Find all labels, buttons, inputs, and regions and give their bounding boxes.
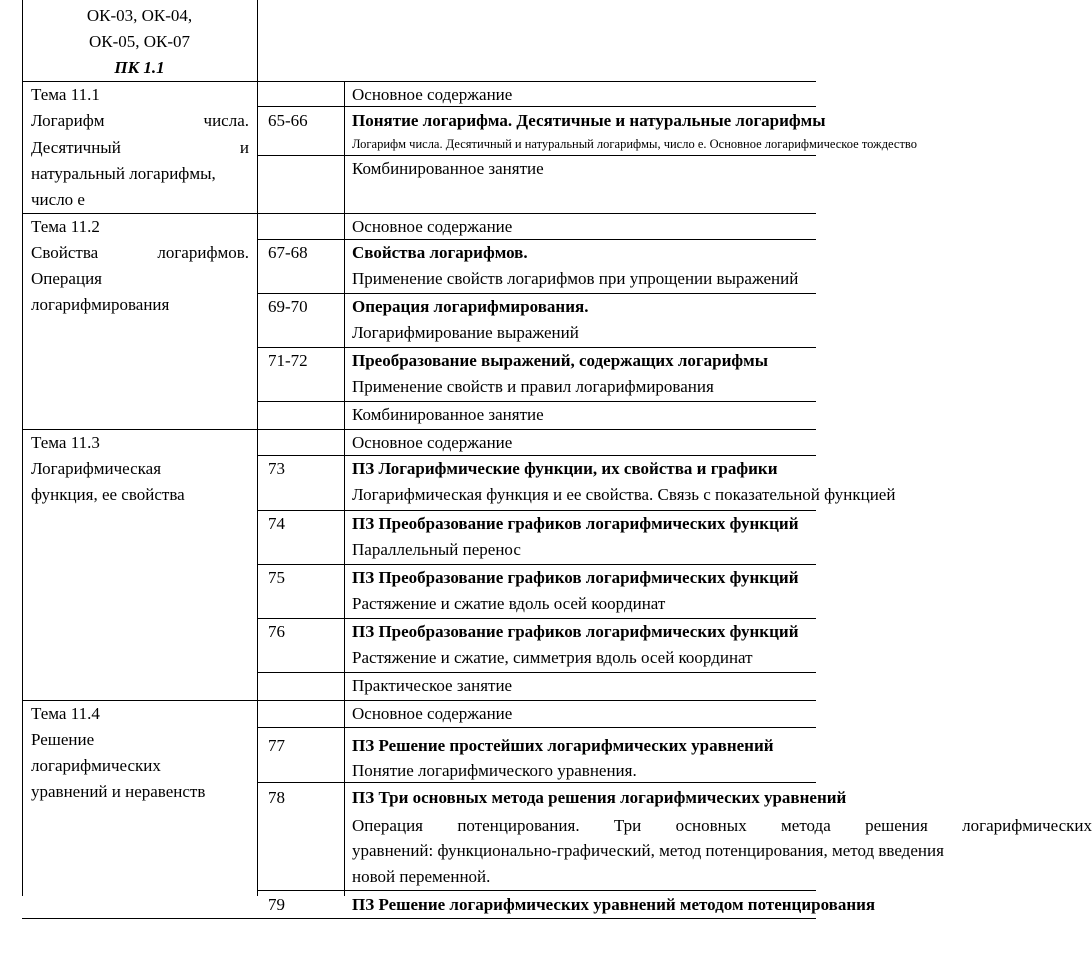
- lesson-number: 69-70: [268, 297, 308, 316]
- topic-name-line: [31, 135, 249, 161]
- row-divider: [257, 239, 816, 240]
- lesson-type: Комбинированное занятие: [352, 405, 544, 424]
- table-divider-topic: [257, 0, 258, 896]
- topic-name-line: логарифмирования: [31, 295, 170, 314]
- table-border-bottom: [22, 918, 816, 919]
- row-divider: [257, 727, 816, 728]
- lesson-number: 77: [268, 736, 285, 755]
- lesson-number: 79: [268, 895, 285, 914]
- topic-name-word: числа.: [203, 111, 249, 130]
- lesson-number: 71-72: [268, 351, 308, 370]
- lesson-type: Комбинированное занятие: [352, 159, 544, 178]
- row-divider: [257, 890, 816, 891]
- topic-name-line: уравнений и неравенств: [31, 782, 206, 801]
- topic-title: Тема 11.1: [31, 85, 100, 104]
- lesson-title: ПЗ Преобразование графиков логарифмических функций: [352, 622, 799, 641]
- topic-name-line: Логарифмическая: [31, 459, 162, 478]
- lesson-title: Понятие логарифма. Десятичные и натуральные логарифмы: [352, 111, 826, 130]
- topic-name-line: натуральный логарифмы,: [31, 164, 216, 183]
- topic-name-line: [31, 108, 249, 134]
- content-header: Основное содержание: [352, 704, 513, 723]
- lesson-type: Практическое занятие: [352, 676, 513, 695]
- professional-competence: ПК 1.1: [114, 58, 165, 77]
- row-divider: [257, 106, 816, 107]
- lesson-number: 67-68: [268, 243, 308, 262]
- lesson-detail: Логарифмирование выражений: [352, 323, 579, 342]
- lesson-title: ПЗ Решение простейших логарифмических уравнений: [352, 736, 774, 755]
- lesson-detail: Логарифмическая функция и ее свойства. Связь с показательной функцией: [352, 485, 896, 504]
- lesson-detail-word: решения: [865, 816, 928, 835]
- lesson-detail-word: метода: [781, 816, 831, 835]
- lesson-number: 73: [268, 459, 285, 478]
- lesson-detail: Понятие логарифмического уравнения.: [352, 761, 637, 780]
- content-header: Основное содержание: [352, 217, 513, 236]
- lesson-title: Операция логарифмирования.: [352, 297, 589, 316]
- competence-line-1: ОК-03, ОК-04,: [86, 6, 193, 25]
- lesson-title: ПЗ Три основных метода решения логарифмических уравнений: [352, 788, 847, 807]
- topic-title: Тема 11.2: [31, 217, 100, 236]
- table-border-left: [22, 0, 23, 896]
- lesson-number: 78: [268, 788, 285, 807]
- lesson-detail-line: новой переменной.: [352, 867, 491, 886]
- topic-title: Тема 11.4: [31, 704, 100, 723]
- lesson-detail-line: [352, 813, 1092, 839]
- lesson-number: 74: [268, 514, 285, 533]
- topic-name-line: число е: [31, 190, 85, 209]
- lesson-title: Преобразование выражений, содержащих логарифмы: [352, 351, 768, 370]
- lesson-detail-line: уравнений: функционально-графический, метод потенцирования, метод введения: [352, 841, 944, 860]
- topic-name-word: логарифмов.: [157, 243, 249, 262]
- lesson-detail-word: логарифмических: [962, 816, 1092, 835]
- row-divider: [257, 672, 816, 673]
- lesson-number: 76: [268, 622, 285, 641]
- lesson-title: ПЗ Логарифмические функции, их свойства и графики: [352, 459, 778, 478]
- lesson-number: 65-66: [268, 111, 308, 130]
- topic-name-line: Операция: [31, 269, 102, 288]
- content-header: Основное содержание: [352, 433, 513, 452]
- table-divider-number: [344, 82, 345, 896]
- lesson-detail: Применение свойств логарифмов при упрощении выражений: [352, 269, 799, 288]
- lesson-number: 75: [268, 568, 285, 587]
- topic-name-word: и: [239, 138, 249, 157]
- lesson-detail: Параллельный перенос: [352, 540, 521, 559]
- lesson-detail: Применение свойств и правил логарифмирования: [352, 377, 714, 396]
- topic-name-line: Решение: [31, 730, 95, 749]
- lesson-detail-word: Операция: [352, 816, 423, 835]
- topic-title: Тема 11.3: [31, 433, 100, 452]
- lesson-detail-word: основных: [675, 816, 747, 835]
- lesson-title: ПЗ Преобразование графиков логарифмических функций: [352, 514, 799, 533]
- competence-line-2: ОК-05, ОК-07: [88, 32, 191, 51]
- topic-name-word: Десятичный: [31, 138, 121, 157]
- lesson-detail: Логарифм числа. Десятичный и натуральный логарифмы, число е. Основное логарифмическое тождество: [352, 137, 917, 151]
- topic-name-line: логарифмических: [31, 756, 161, 775]
- lesson-title: ПЗ Преобразование графиков логарифмических функций: [352, 568, 799, 587]
- lesson-title: Свойства логарифмов.: [352, 243, 528, 262]
- lesson-detail-word: потенцирования.: [457, 816, 580, 835]
- topic-name-word: Логарифм: [31, 111, 105, 130]
- topic-name-line: [31, 240, 249, 266]
- lesson-detail: Растяжение и сжатие вдоль осей координат: [352, 594, 666, 613]
- content-header: Основное содержание: [352, 85, 513, 104]
- topic-name-line: функция, ее свойства: [31, 485, 185, 504]
- lesson-detail: Растяжение и сжатие, симметрия вдоль осей координат: [352, 648, 753, 667]
- topic-name-word: Свойства: [31, 243, 99, 262]
- lesson-title: ПЗ Решение логарифмических уравнений методом потенцирования: [352, 895, 876, 914]
- lesson-detail-word: Три: [613, 816, 642, 835]
